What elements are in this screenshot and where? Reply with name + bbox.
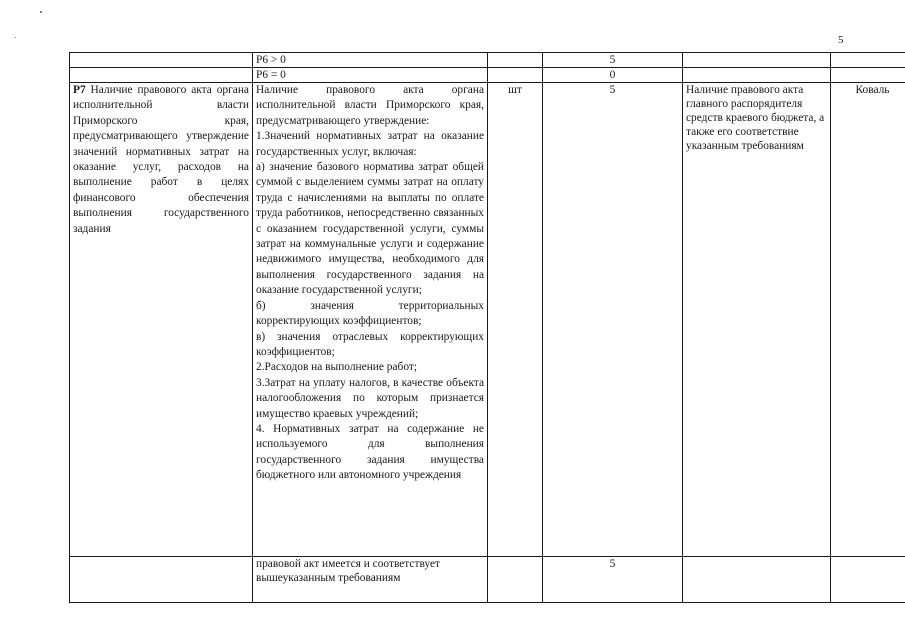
document-cell: [683, 68, 831, 83]
criterion-item: 1.Значений нормативных затрат на оказание государственных услуг, включая:: [256, 130, 484, 158]
criterion-cell: правовой акт имеется и соответствует вышеуказанным требованиям: [253, 557, 488, 603]
scan-speck: [40, 11, 42, 13]
indicator-text: Наличие правового акта органа исполнительной власти Приморского края, предусматривающего утверждение значений нормативных затрат на оказание услуг, расходов на выполнение работ в целях финансового обеспечения выполнения государственного задания: [73, 84, 249, 235]
criterion-item: б) значения территориальных корректирующих коэффициентов;: [256, 299, 484, 328]
criterion-item: а) значение базового норматива затрат общей суммой с выделением суммы затрат на оплату труда с начислениями на выплаты по оплате труда работников, непосредственно связанных с оказанием государственной услуги, суммы затрат на коммунальные услуги и содержание недвижимого имущества, необходимого для выполнения государственного задания на оказание государственной услуги;: [256, 161, 484, 297]
responsible-cell: [831, 68, 905, 83]
document-cell: Наличие правового акта главного распорядителя средств краевого бюджета, а также его соответствие указанным требованиям: [683, 83, 831, 557]
indicator-cell: [70, 83, 253, 557]
criterion-item: 3.Затрат на уплату налогов, в качестве объекта налогообложения по которым признается имущество краевых учреждений;: [256, 376, 484, 420]
indicator-cell: [70, 68, 253, 83]
table-row: [70, 83, 905, 557]
indicator-cell: [70, 557, 253, 603]
points-cell: 5: [543, 557, 683, 603]
unit-cell: шт: [488, 83, 543, 557]
indicator-code: Р7: [73, 84, 86, 96]
points-cell: 0: [543, 68, 683, 83]
document-cell: [683, 53, 831, 68]
points-cell: 5: [543, 83, 683, 557]
table-row: [70, 557, 905, 603]
responsible-cell: Коваль: [831, 83, 905, 557]
indicator-cell: [70, 53, 253, 68]
unit-cell: [488, 68, 543, 83]
unit-cell: [488, 557, 543, 603]
page-number: 5: [838, 34, 844, 46]
scan-speck: [15, 37, 16, 38]
criterion-item: 2.Расходов на выполнение работ;: [256, 361, 418, 374]
responsible-cell: [831, 53, 905, 68]
responsible-cell: [831, 557, 905, 603]
criterion-item: в) значения отраслевых корректирующих коэффициентов;: [256, 330, 484, 358]
criterion-intro: Наличие правового акта органа исполнительной власти Приморского края, предусматривающего утверждение:: [256, 84, 484, 127]
criterion-cell: [253, 83, 488, 557]
unit-cell: [488, 53, 543, 68]
table-row: [70, 68, 905, 83]
criterion-cell: Р6 = 0: [253, 68, 488, 83]
criterion-item: 4. Нормативных затрат на содержание не используемого для выполнения государственного задания имущества бюджетного или автономного учреждения: [256, 422, 484, 482]
document-cell: [683, 557, 831, 603]
points-cell: 5: [543, 53, 683, 68]
table-row: [70, 53, 905, 68]
criteria-table: [69, 52, 905, 603]
criterion-cell: Р6 > 0: [253, 53, 488, 68]
